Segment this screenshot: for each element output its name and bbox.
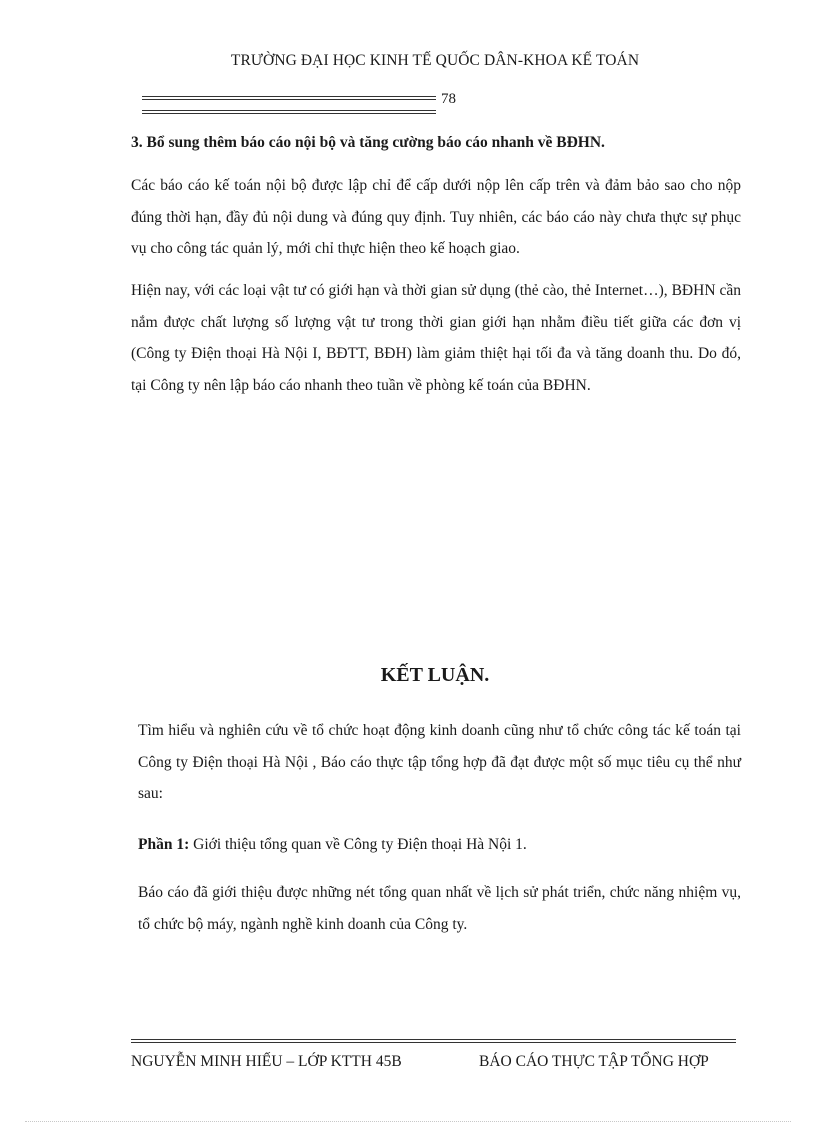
footer-author: NGUYỄN MINH HIẾU – LỚP KTTH 45B bbox=[131, 1053, 402, 1070]
conclusion-intro: Tìm hiểu và nghiên cứu về tổ chức hoạt động kinh doanh cũng như tổ chức công tác kế toán tại Công ty Điện thoại Hà Nội , Báo cáo thực tập tổng hợp đã đạt được một số mục tiêu cụ thể như sau: bbox=[138, 722, 741, 802]
part-label: Phần 1: bbox=[138, 836, 190, 853]
conclusion-summary: Báo cáo đã giới thiệu được những nét tổng quan nhất về lịch sử phát triển, chức năng nhiệm vụ, tổ chức bộ máy, ngành nghề kinh doanh của Công ty. bbox=[138, 884, 741, 933]
footer-report-title: BÁO CÁO THỰC TẬP TỔNG HỢP bbox=[479, 1053, 709, 1070]
header-title: TRƯỜNG ĐẠI HỌC KINH TẾ QUỐC DÂN-KHOA KẾ TOÁN bbox=[230, 52, 640, 69]
section-paragraph-2: Hiện nay, với các loại vật tư có giới hạn và thời gian sử dụng (thẻ cào, thẻ Internet…), BĐHN cần nắm được chất lượng số lượng vật tư trong thời gian giới hạn nhằm điều tiết giữa các đơn vị (Công ty Điện thoại Hà Nội I, BĐTT, BĐH) làm giảm thiệt hại tối đa và tăng doanh thu. Do đó, tại Công ty nên lập báo cáo nhanh theo tuần về phòng kế toán của BĐHN. bbox=[131, 282, 741, 394]
conclusion-part-1 bbox=[138, 829, 741, 861]
section-heading: 3. Bổ sung thêm báo cáo nội bộ và tăng cường báo cáo nhanh về BĐHN. bbox=[131, 134, 605, 151]
part-text: Giới thiệu tổng quan về Công ty Điện thoại Hà Nội 1. bbox=[189, 836, 527, 853]
section-paragraph-1: Các báo cáo kế toán nội bộ được lập chỉ để cấp dưới nộp lên cấp trên và đảm bảo sao cho nộp đúng thời hạn, đầy đủ nội dung và đúng quy định. Tuy nhiên, các báo cáo này chưa thực sự phục vụ cho công tác quản lý, mới chỉ thực hiện theo kế hoạch giao. bbox=[131, 177, 741, 257]
conclusion-title: KẾT LUẬN. bbox=[380, 664, 490, 686]
header-rule bbox=[142, 92, 582, 122]
page-number: 78 bbox=[441, 91, 456, 107]
page-bottom-divider bbox=[25, 1121, 791, 1122]
